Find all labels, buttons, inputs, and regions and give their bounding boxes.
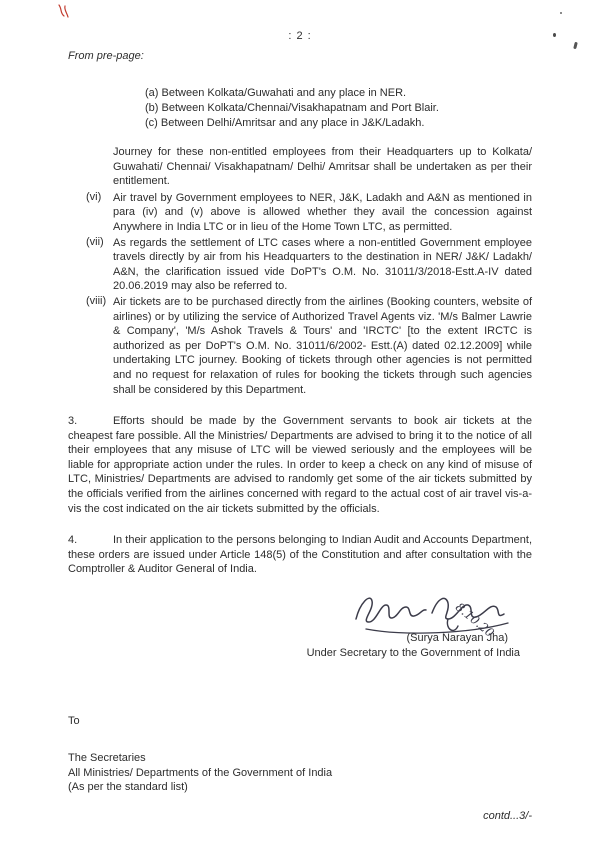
signature-block (68, 587, 532, 683)
scan-speck (553, 33, 556, 37)
clause-text: Air travel by Government employees to NER, J&K, Ladakh and A&N as mentioned in para (iv) and (v) above is allowed whether they avail the concession against Anywhere in India LTC or in lieu of the Home Town LTC, as permitted. (113, 191, 532, 233)
paragraph-4 (68, 533, 532, 577)
clause-vii (86, 235, 532, 294)
address-line: The Secretaries (68, 752, 146, 765)
continuation-marker: contd...3/- (483, 810, 532, 822)
page-number: : 2 : (288, 30, 312, 42)
from-pre-page-label: From pre-page: (68, 50, 144, 62)
paragraph-3 (68, 414, 532, 516)
clause-viii (86, 294, 532, 397)
address-block (68, 751, 532, 795)
paragraph-number: 3. (68, 415, 78, 428)
route-sublist (68, 86, 532, 131)
paragraph-text: Efforts should be made by the Government servants to book air tickets at the cheapest fare possible. All the Ministries/ Departments are advised to bring it to the notice of all their employees that any misuse of LTC will be viewed seriously and the employees will be liable for appropriate action under the rules. In order to keep a check on any kind of misuse of LTC, Ministries/ Departments are advised to randomly get some of the air tickets submitted by the officials verified from the airlines concerned with regard to the actual cost of air travel vis-a-vis the cost indicated on the air tickets submitted by the officials. (68, 415, 532, 515)
paragraph-text: In their application to the persons belonging to Indian Audit and Accounts Department, these orders are issued under Article 148(5) of the Constitution and after consultation with the Comptroller & Auditor General of India. (68, 534, 532, 576)
clause-number: (vi) (86, 190, 102, 203)
scan-speck (560, 12, 562, 14)
signatory-name: (Surya Narayan Jha) (406, 632, 508, 645)
red-ink-mark (56, 3, 70, 19)
clause-vi (86, 190, 532, 235)
route-item-b: (b) Between Kolkata/Chennai/Visakhapatnam and Port Blair. (145, 102, 439, 114)
signatory-title: Under Secretary to the Government of India (306, 647, 520, 660)
handwritten-date: 8.10.20 (453, 599, 498, 641)
clauses-block (68, 145, 532, 397)
address-line: (As per the standard list) (68, 781, 188, 794)
clause-text: Air tickets are to be purchased directly from the airlines (Booking counters, website of airlines) or by utilizing the service of Authorized Travel Agents viz. 'M/s Balmer Lawrie & Company', 'M/s Ashok Travels & Tours' and 'IRCTC' [to the extent IRCTC is authorized as per DoPT's O.M. No. 31011/6/2002- Estt.(A) dated 02.12.2009] while undertaking LTC journey. Booking of tickets through other agencies is not permitted and no request for relaxation of rules for booking the tickets through such agencies shall be considered by this Department. (113, 295, 532, 396)
clause-text: As regards the settlement of LTC cases where a non-entitled Government employee travels directly by air from his Headquarters to the destination in NER/ J&K/ Ladakh/ A&N, the clarification issued vide DoPT's O.M. No. 31011/3/2018-Estt.A-IV dated 20.06.2019 may also be referred to. (113, 236, 532, 293)
route-item-a: (a) Between Kolkata/Guwahati and any place in NER. (145, 87, 407, 99)
address-to: To (68, 715, 80, 728)
clause-number: (vii) (86, 235, 104, 248)
route-item-c: (c) Between Delhi/Amritsar and any place in J&K/Ladakh. (145, 117, 425, 129)
address-line: All Ministries/ Departments of the Government of India (68, 766, 333, 779)
paragraph-number: 4. (68, 534, 78, 547)
clause-number: (viii) (86, 294, 107, 307)
journey-paragraph: Journey for these non-entitled employees from their Headquarters up to Kolkata/ Guwahati/ Chennai/ Visakhapatnam/ Delhi/ Amritsar shall be undertaken as per their entitlement. (113, 146, 532, 188)
